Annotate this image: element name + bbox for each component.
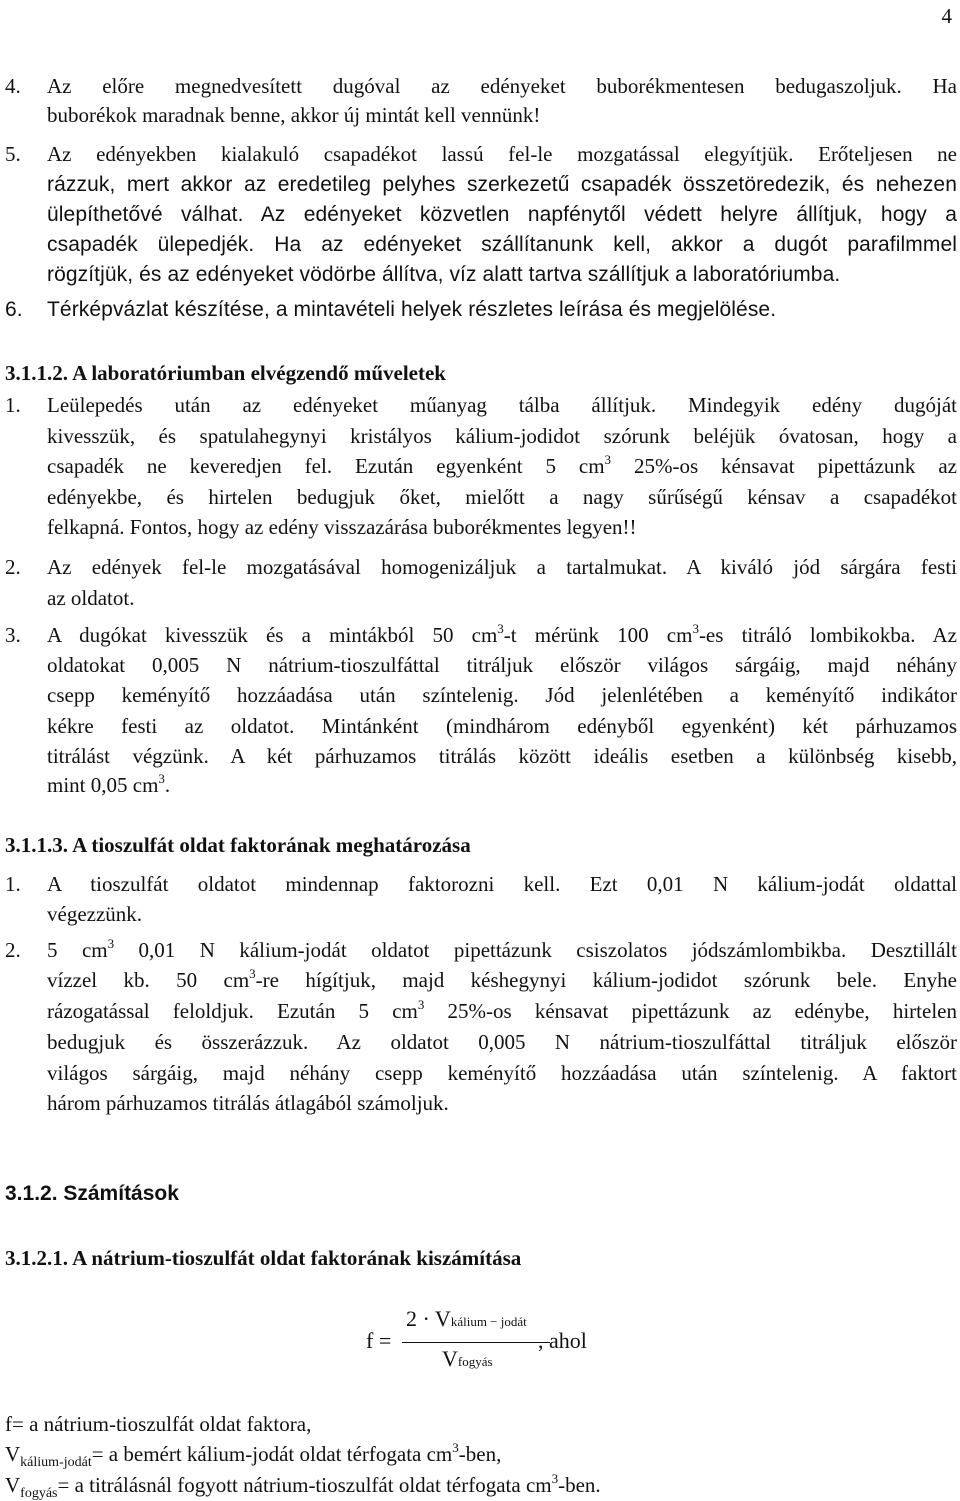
item-number: 1. <box>5 872 21 896</box>
page-number: 4 <box>941 4 952 28</box>
superscript: 3 <box>452 1440 459 1455</box>
line-text: vízzel kb. 50 cm <box>47 968 250 992</box>
line-text: edényekbe, és hirtelen bedugjuk őket, mielőtt a nagy sűrűségű kénsav a csapadékot <box>47 485 957 509</box>
line-text: 25%-os kénsavat pipettázunk az <box>611 454 957 478</box>
text-line <box>47 772 957 798</box>
line-text: világos sárgáig, majd néhány csepp keményítő hozzáadása után színtelenig. A faktort <box>47 1061 957 1085</box>
item-number: 6. <box>5 298 23 321</box>
line-text: 0,01 N kálium-jodát oldatot pipettázunk csiszolatos jódszámlombikba. Desztillált <box>114 938 957 962</box>
text-line <box>5 621 957 648</box>
text-line <box>47 423 957 449</box>
definition-text: = a nátrium-tioszulfát oldat faktora, <box>12 1412 312 1436</box>
section-heading-calculations: 3.1.2. Számítások <box>5 1182 179 1205</box>
text-line <box>47 901 957 927</box>
superscript: 3 <box>158 771 165 786</box>
superscript: 3 <box>551 1471 559 1486</box>
text-line <box>47 585 957 611</box>
text-line <box>47 484 957 510</box>
formula-lhs: f = <box>366 1328 392 1353</box>
definition-line <box>5 1411 311 1437</box>
line-text: csapadék ülepedjék. Ha az edényeket szállítanunk kell, akkor a dugót parafilmmel <box>47 233 957 256</box>
line-text: bedugjuk és összerázzuk. Az oldatot 0,005 N nátrium-tioszulfáttal titráljuk először <box>47 1030 957 1054</box>
line-text: Az edények fel-le mozgatásával homogenizáljuk a tartalmukat. A kiváló jód sárgára festi <box>47 555 957 579</box>
line-text: az oldatot. <box>47 586 135 610</box>
line-text: kivesszük, és spatulahegynyi kristályos kálium-jodidot szórunk beléjük óvatosan, hogy a <box>47 424 957 448</box>
line-text: titrálást végzünk. A két párhuzamos titrálás között ideális esetben a különbség kisebb, <box>47 744 957 768</box>
superscript: 3 <box>604 452 612 467</box>
item-number: 2. <box>5 555 21 579</box>
text-line <box>5 936 957 963</box>
superscript: 3 <box>249 966 256 981</box>
text-line <box>47 1090 957 1116</box>
definition-text: -ben. <box>558 1473 601 1497</box>
definition-text: = a titrálásnál fogyott nátrium-tioszulfát oldat térfogata cm <box>57 1473 552 1497</box>
item-number: 1. <box>5 393 21 417</box>
definition-line <box>5 1440 502 1471</box>
formula-denominator-sub: fogyás <box>457 1354 493 1369</box>
item-number: 2. <box>5 938 21 962</box>
line-text: mint 0,05 cm <box>47 773 159 797</box>
text-line <box>5 297 957 323</box>
text-line <box>47 232 957 258</box>
text-line <box>47 262 957 288</box>
line-text: kékre festi az oldatot. Mintánként (mindhárom edényből egyenként) két párhuzamos <box>47 714 957 738</box>
text-line <box>5 141 957 167</box>
line-text: Leülepedés után az edényeket műanyag tálba állítjuk. Mindegyik edény dugóját <box>47 393 957 417</box>
line-text: három párhuzamos titrálás átlagából számoljuk. <box>47 1091 449 1115</box>
text-line <box>47 743 957 769</box>
factor-formula <box>366 1306 666 1386</box>
line-text: . <box>164 773 171 797</box>
line-text: végezzünk. <box>47 902 143 926</box>
definition-line <box>5 1471 601 1501</box>
text-line <box>47 1060 957 1086</box>
variable-subscript: kálium-jodát <box>20 1455 92 1471</box>
line-text: Az edényekben kialakuló csapadékot lassú fel-le mozgatással elegyítjük. Erőteljesen ne <box>47 142 957 166</box>
text-line <box>47 514 957 540</box>
item-number: 5. <box>5 142 21 166</box>
line-text: rögzítjük, és az edényeket vödörbe állítva, víz alatt tartva szállítjuk a laboratóriumba. <box>47 263 841 286</box>
superscript: 3 <box>497 621 504 636</box>
text-line <box>47 682 957 708</box>
variable-subscript: fogyás <box>20 1486 58 1501</box>
line-text: 25%-os kénsavat pipettázunk az edénybe, hirtelen <box>424 999 957 1023</box>
line-text: ülepíthetővé válhat. Az edényeket közvetlen napfénytől védett helyre állítjuk, hogy a <box>47 203 957 226</box>
item-number: 4. <box>5 74 21 98</box>
superscript: 3 <box>107 936 115 951</box>
line-text: 5 cm <box>47 938 108 962</box>
text-line <box>5 554 957 580</box>
formula-denominator <box>442 1346 493 1372</box>
line-text: felkapná. Fontos, hogy az edény visszazárása buborékmentes legyen!! <box>47 515 637 539</box>
line-text: csapadék ne keveredjen fel. Ezután egyenként 5 cm <box>47 454 605 478</box>
text-line <box>47 998 957 1024</box>
line-text: oldatokat 0,005 N nátrium-tioszulfáttal titráljuk először világos sárgáig, majd néhány <box>47 653 957 677</box>
text-line <box>5 73 957 99</box>
text-line <box>47 967 957 993</box>
line-text: rázzuk, mert akkor az eredetileg pelyhes szerkezetű csapadék összetöredezik, és nehezen <box>47 173 957 196</box>
text-line <box>47 202 957 228</box>
line-text: Az előre megnedvesített dugóval az edényeket buborékmentesen bedugaszoljuk. Ha <box>47 74 957 98</box>
line-text: A dugókat kivesszük és a mintákból 50 cm <box>47 623 498 647</box>
superscript: 3 <box>417 997 425 1012</box>
definition-text: = a bemért kálium-jodát oldat térfogata cm <box>91 1442 453 1466</box>
text-line <box>47 1029 957 1055</box>
section-heading-factor-calculation: 3.1.2.1. A nátrium-tioszulfát oldat faktorának kiszámítása <box>5 1246 522 1270</box>
section-heading-lab-operations: 3.1.1.2. A laboratóriumban elvégzendő műveletek <box>5 361 446 385</box>
text-line <box>47 713 957 739</box>
text-line <box>47 172 957 198</box>
line-text: -es titráló lombikokba. Az <box>698 623 957 647</box>
section-heading-factor-determination: 3.1.1.3. A tioszulfát oldat faktorának meghatározása <box>5 833 471 857</box>
definition-text: f <box>5 1412 12 1436</box>
line-text: rázogatással feloldjuk. Ezután 5 cm <box>47 999 418 1023</box>
line-text: csepp keményítő hozzáadása után színtelenig. Jód jelenlétében a keményítő indikátor <box>47 683 957 707</box>
variable-symbol: V <box>5 1442 21 1466</box>
superscript: 3 <box>692 621 699 636</box>
text-line <box>47 652 957 678</box>
text-line <box>5 392 957 418</box>
line-text: -t mérünk 100 cm <box>503 623 693 647</box>
formula-tail: , ahol <box>538 1328 587 1353</box>
line-text: Térképvázlat készítése, a mintavételi helyek részletes leírása és megjelölése. <box>47 298 777 321</box>
text-line <box>47 102 957 128</box>
line-text: A tioszulfát oldatot mindennap faktorozni kell. Ezt 0,01 N kálium-jodát oldattal <box>47 872 957 896</box>
text-line <box>5 871 957 897</box>
item-number: 3. <box>5 623 21 647</box>
line-text: -re hígítjuk, majd késhegynyi kálium-jodidot szórunk bele. Enyhe <box>255 968 958 992</box>
formula-denominator-main: V <box>442 1346 458 1371</box>
formula-fraction-bar <box>402 1342 550 1343</box>
formula-numerator <box>406 1306 527 1332</box>
definition-text: -ben, <box>458 1442 502 1466</box>
line-text: buborékok maradnak benne, akkor új mintát kell vennünk! <box>47 103 541 127</box>
variable-symbol: V <box>5 1473 21 1497</box>
formula-numerator-coef: 2 · V <box>406 1306 451 1331</box>
text-line <box>47 453 957 479</box>
formula-numerator-sub: kálium − jodát <box>450 1314 527 1329</box>
